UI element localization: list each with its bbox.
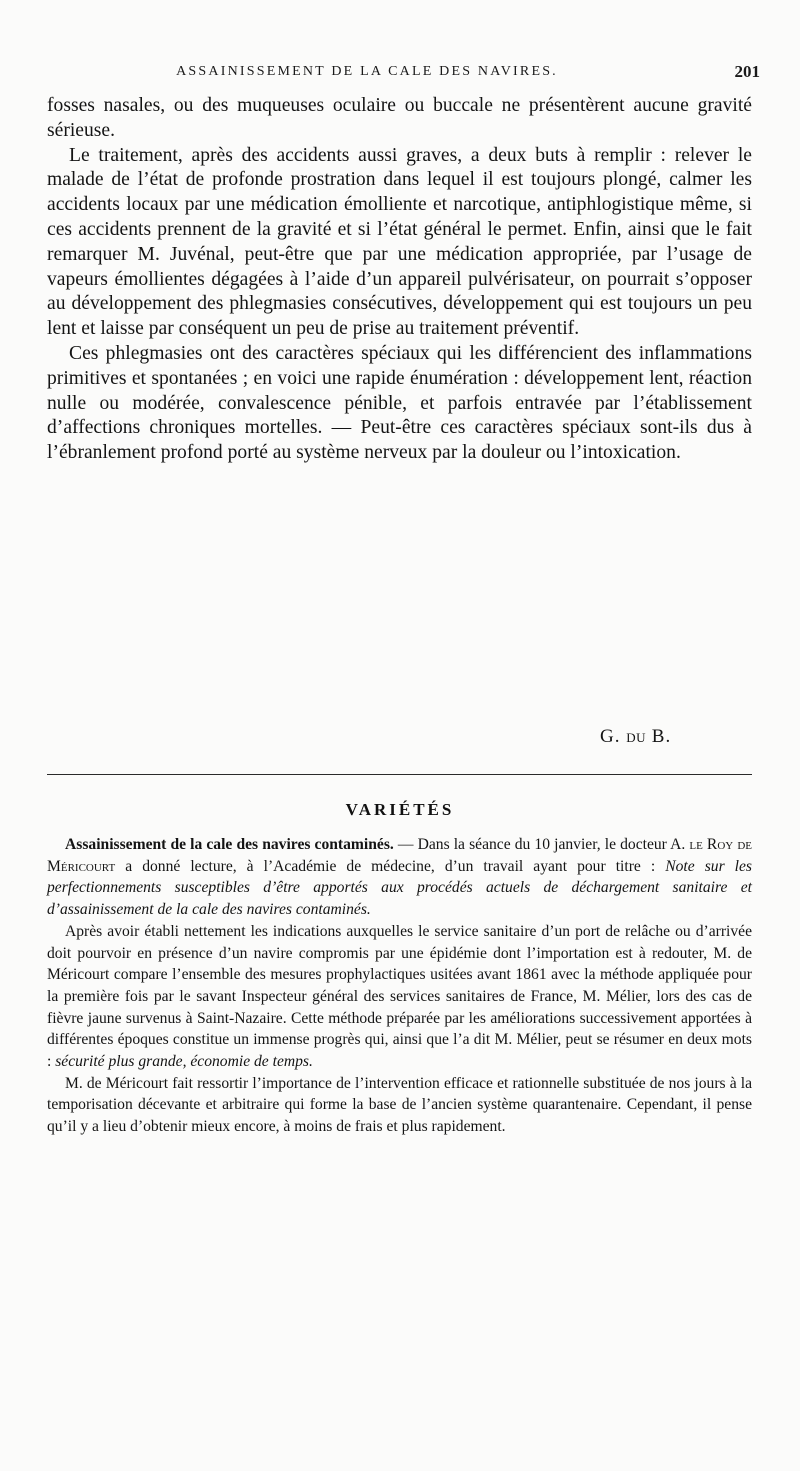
methods-motto: sécurité plus grande, économie de temps. [55,1053,313,1071]
article-text [47,834,752,1138]
author-signature [600,726,671,748]
author-particle-de: de [737,836,752,853]
signature-initial: G. [600,726,621,747]
article-paragraph-conclusion: M. de Méricourt fait ressortir l’importance de l’intervention efficace et rationnelle substituée de nos jours à la temporisation décevante et arbitraire qui forme la base de l’ancien système quarantenaire. Cependant, il pense qu’il y a lieu d’obtenir mieux encore, à moins de frais et plus rapidement. [47,1074,752,1136]
article-paragraph-intro [47,834,752,921]
section-title: VARIÉTÉS [345,800,455,819]
author-particle-le: le [689,836,703,853]
author-name-roy: Roy [702,836,738,853]
article-intro-text: — Dans la séance du 10 janvier, le docteur A. [393,836,690,853]
paragraph-continuation: fosses nasales, ou des muqueuses oculaire ou buccale ne présentèrent aucune gravité sérieuse. [47,95,752,141]
page-number: 201 [734,62,760,81]
signature-name: B. [651,726,672,747]
paragraph-treatment: Le traitement, après des accidents aussi graves, a deux buts à remplir : relever le malade de l’état de profonde prostration dans lequel il est toujours plongé, calmer les accidents locaux par une médication émolliente et narcotique, antiphlogistique même, si ces accidents prennent de la gravité et si l’état général le permet. Enfin, ainsi que le fait remarquer M. Juvénal, peut-être que par une médication appropriée, par l’usage de vapeurs émollientes dégagées à l’aide d’un appareil pulvérisateur, on pourrait s’opposer au développement des phlegmasies consécutives, développement qui est toujours un peu lent et laisse par conséquent un peu de prise au traitement préventif. [47,144,752,340]
page-header [44,62,760,86]
article-paragraph-methods [47,921,752,1073]
signature-particle: DU [626,730,647,745]
paragraph-phlegmasies: Ces phlegmasies ont des caractères spéciaux qui les différencient des inflammations primitives et spontanées ; en voici une rapide énumération : développement lent, réaction nulle ou modérée, convalescence pénible, et parfois entravée par l’établissement d’affections chroniques mortelles. — Peut-être ces caractères spéciaux sont-ils dus à l’ébranlement profond porté au système nerveux par la douleur ou l’intoxication. [47,342,752,464]
running-title: ASSAINISSEMENT DE LA CALE DES NAVIRES. [176,64,558,79]
main-text [47,94,752,466]
work-title: Note sur les perfectionnements susceptibles d’être apportés aux procédés actuels de déchargement sanitaire et d’assainissement de la cale des navires contaminés. [47,857,752,919]
author-name-mericourt: Méricourt [47,857,116,875]
section-divider [47,774,752,775]
article-intro-mid: a donné lecture, à l’Académie de médecine, d’un travail ayant pour titre : [115,857,666,875]
article-heading: Assainissement de la cale des navires contaminés. [65,836,394,853]
methods-text: Après avoir établi nettement les indications auxquelles le service sanitaire d’un port de relâche ou d’arrivée doit pourvoir en présence d’un navire compromis par une épidémie dont l’importation est à redouter, M. de Méricourt compare l’ensemble des mesures prophylactiques usitées avant 1861 avec la méthode appliquée pour la première fois par le savant Inspecteur général des services sanitaires de France, M. Mélier, lors des cas de fièvre jaune survenus à Saint-Nazaire. Cette méthode préparée par les améliorations successivement apportées à différentes époques constitue un immense progrès qui, ainsi que l’a dit M. Mélier, peut se résumer en deux mots : [47,922,752,1071]
